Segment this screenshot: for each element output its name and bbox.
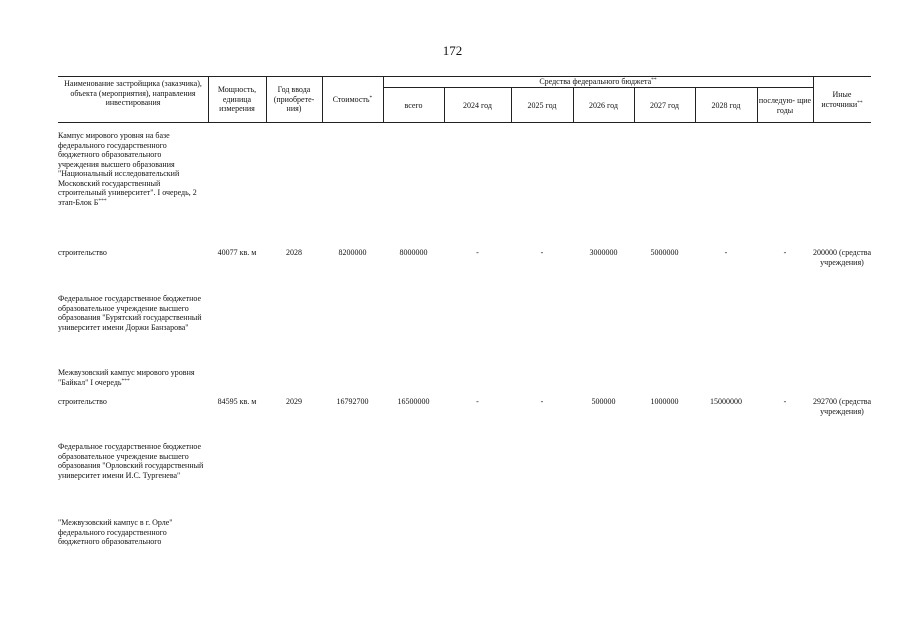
block1-cost: 8200000 <box>338 248 367 257</box>
block2-cost: 16792700 <box>336 397 369 406</box>
block1-row-name: строительство <box>58 248 107 257</box>
header-year: Год ввода (приобрете- ния) <box>273 85 315 113</box>
block1-total: 8000000 <box>399 248 428 257</box>
header-2028: 2028 год <box>711 101 741 110</box>
block1-2026: 3000000 <box>589 248 618 257</box>
federal-subheader-rule <box>383 87 813 88</box>
block2-other: 292700 (средства учреждения) <box>813 397 871 416</box>
block2-year: 2029 <box>286 397 302 406</box>
block1-2027: 5000000 <box>650 248 679 257</box>
block3-title: "Межвузовский кампус в г. Орле" федерального государственного бюджетного образовательного <box>58 518 173 546</box>
header-federal: Средства федерального бюджета** <box>539 77 657 86</box>
block2-row-name: строительство <box>58 397 107 406</box>
header-later-years: последую- щие годы <box>758 96 812 115</box>
block1-2028: - <box>724 248 728 257</box>
block2-2028: 15000000 <box>710 397 742 406</box>
block2-2027: 1000000 <box>650 397 679 406</box>
header-2024: 2024 год <box>463 101 492 110</box>
block1-2025: - <box>540 248 544 257</box>
header-total: всего <box>404 101 423 110</box>
header-bottom-rule <box>58 122 871 123</box>
block1-2024: - <box>476 248 479 257</box>
block3-organization: Федеральное государственное бюджетное образовательное учреждение высшего образования "Орловский государственный университет имени И.С. Тургенева" <box>58 442 204 480</box>
header-name: Наименование застройщика (заказчика), объекта (мероприятия), направления инвестирования <box>64 79 202 107</box>
block2-capacity: 84595 кв. м <box>217 397 257 406</box>
block1-capacity: 40077 кв. м <box>217 248 257 257</box>
block1-other: 200000 (средства учреждения) <box>813 248 871 267</box>
header-other-sources: Иные источники** <box>821 90 863 109</box>
block2-2026: 500000 <box>591 397 616 406</box>
header-capacity: Мощность, единица измерения <box>217 85 257 113</box>
block2-organization: Федеральное государственное бюджетное образовательное учреждение высшего образования "Бурятский государственный университет имени Доржи Банзарова" <box>58 294 202 332</box>
block1-year: 2028 <box>286 248 302 257</box>
block2-2025: - <box>540 397 544 406</box>
header-cost: Стоимость* <box>332 95 373 104</box>
header-2027: 2027 год <box>650 101 679 110</box>
header-2026: 2026 год <box>589 101 618 110</box>
page-number: 172 <box>442 43 463 58</box>
block2-2024: - <box>476 397 479 406</box>
block1-later: - <box>783 248 787 257</box>
header-2025: 2025 год <box>527 101 557 110</box>
block2-later: - <box>783 397 787 406</box>
block2-title: Межвузовский кампус мирового уровня "Байкал" I очередь*** <box>58 368 195 387</box>
block1-title: Кампус мирового уровня на базе федерального государственного бюджетного образовательного учреждения высшего образования "Национальный исследовательский Московский государственный строительный университет". I очередь, 2 этап-Блок Б*** <box>58 131 197 207</box>
block2-total: 16500000 <box>397 397 430 406</box>
